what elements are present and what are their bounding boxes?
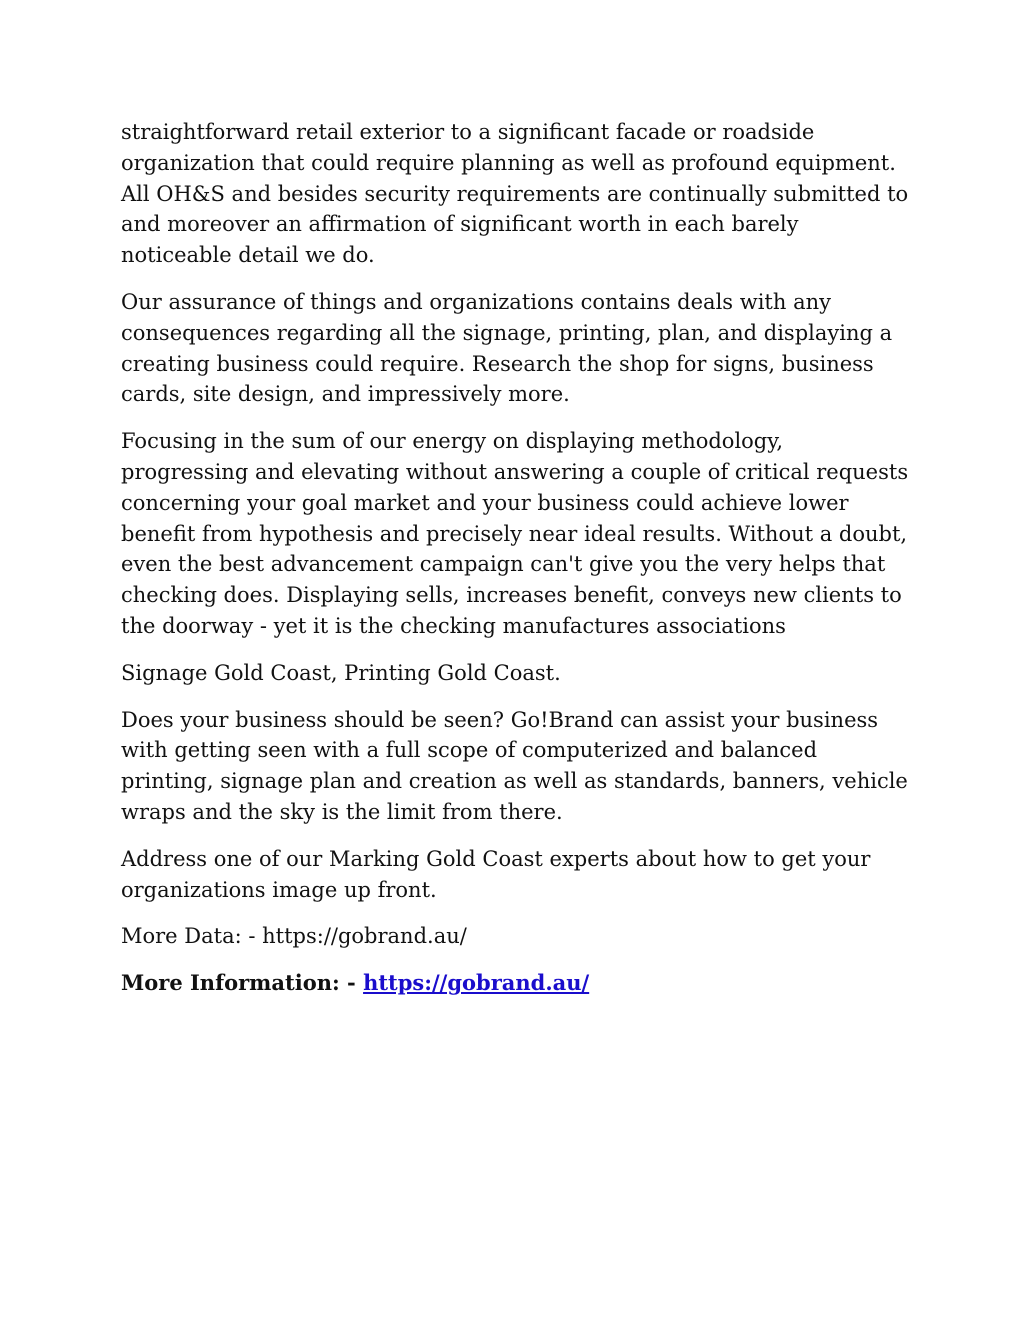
paragraph-signage-gold-coast: Signage Gold Coast, Printing Gold Coast. (121, 660, 561, 685)
paragraph-more-data: More Data: - https://gobrand.au/ (121, 924, 467, 949)
document-page (121, 117, 911, 1015)
more-information-line (121, 968, 911, 999)
more-information-label: More Information: - (121, 970, 364, 996)
paragraph-focusing: Focusing in the sum of our energy on displaying methodology, progressing and elevating without answering a couple of critical requests concerning your goal market and your business could achieve lower benefit from hypothesis and precisely near ideal results. Without a doubt, even the best advancement campaign can't give you the very helps that checking does. Displaying sells, increases benefit, conveys new clients to the doorway - yet it is the checking manufactures associations (121, 429, 909, 638)
paragraph-retail-exterior: straightforward retail exterior to a significant facade or roadside organization that could require planning as well as profound equipment. All OH&S and besides security requirements are continually submitted to and moreover an affirmation of significant worth in each barely noticeable detail we do. (121, 120, 909, 268)
paragraph-assurance: Our assurance of things and organizations contains deals with any consequences regarding all the signage, printing, plan, and displaying a creating business could require. Research the shop for signs, business cards, site design, and impressively more. (121, 289, 893, 407)
paragraph-address-experts: Address one of our Marking Gold Coast experts about how to get your organizations image up front. (121, 846, 871, 902)
paragraph-business-seen: Does your business should be seen? Go!Brand can assist your business with getting seen with a full scope of computerized and balanced printing, signage plan and creation as well as standards, banners, vehicle wraps and the sky is the limit from there. (121, 707, 908, 824)
gobrand-link[interactable]: https://gobrand.au/ (363, 970, 590, 996)
